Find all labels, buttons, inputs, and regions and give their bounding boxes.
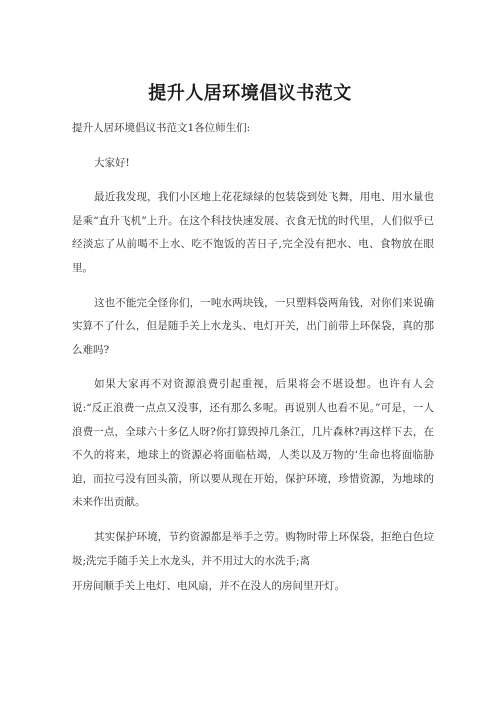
- intro-line: 提升人居环境倡议书范文1各位师生们:: [72, 122, 251, 134]
- greeting: 大家好!: [94, 156, 130, 169]
- paragraph-2: 这也不能完全怪你们，一吨水两块钱，一只塑料袋两角钱，对你们来说确实算不了什么，但是随手关上水龙头、电灯开关，出门前带上环保袋，真的那么难吗?: [72, 296, 434, 356]
- paragraph-4-continuation: 开房间顺手关上电灯、电风扇，并不在没人的房间里开灯。: [72, 580, 345, 593]
- paragraph-3: 如果大家再不对资源浪费引起重视，后果将会不堪设想。也许有人会说:“反正浪费一点点又没事，还有那么多呢。再说别人也看不见。”可是，一人浪费一点，全球六十多亿人呀?你打算毁掉几条江，几片森林?再这样下去，在不久的将来，地球上的资源必将面临枯竭，人类以及万物的‘生命也将面临胁迫，而拉弓没有回头箭，所以要从现在开始，保护环境，珍惜资源，为地球的未来作出贡献。: [72, 378, 434, 509]
- document-body: [72, 117, 434, 599]
- paragraph-4: 其实保护环境，节约资源都是举手之劳。购物时带上环保袋，拒绝白色垃圾;洗完手随手关上水龙头，并不用过大的水洗手;离: [72, 530, 434, 567]
- paragraph-1: 最近我发现，我们小区地上花花绿绿的包装袋到处飞舞，用电、用水量也是乘“直升飞机”上升。在这个科技快速发展、衣食无忧的时代里，人们似乎已经淡忘了从前喝不上水、吃不饱饭的苦日子,完全没有把水、电、食物放在眼里。: [72, 191, 434, 274]
- document-title: 提升人居环境倡议书范文: [148, 83, 352, 104]
